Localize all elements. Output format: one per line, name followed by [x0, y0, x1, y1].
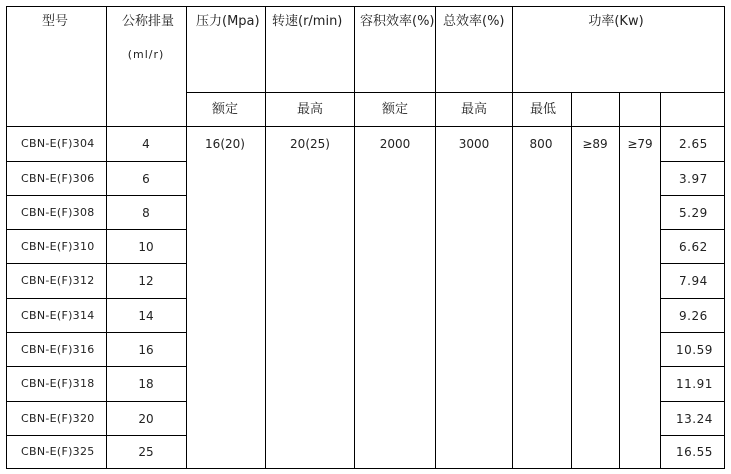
row-displacement: 8 — [142, 206, 150, 220]
subheader-total-efficiency: 最高 — [460, 102, 488, 117]
rule-row — [660, 435, 725, 436]
row-power: 3.97 — [679, 172, 708, 186]
header-speed: 转速(r/min) — [272, 14, 343, 29]
rule-row — [6, 366, 186, 367]
row-power: 5.29 — [679, 206, 708, 220]
value-col7: ≥89 — [582, 137, 608, 151]
row-model: CBN-E(F)306 — [21, 172, 95, 185]
rule-header-mid — [186, 92, 725, 93]
row-model: CBN-E(F)325 — [21, 445, 95, 458]
rule-row — [6, 435, 186, 436]
rule-col — [354, 6, 355, 469]
row-power: 10.59 — [676, 343, 713, 357]
row-displacement: 14 — [138, 309, 154, 323]
header-pressure: 压力(Mpa) — [196, 14, 260, 29]
subheader-power-min: 最低 — [530, 102, 557, 117]
row-power: 9.26 — [679, 309, 708, 323]
row-model: CBN-E(F)310 — [21, 240, 95, 253]
row-displacement: 20 — [138, 412, 154, 426]
rule-row — [660, 332, 725, 333]
row-model: CBN-E(F)318 — [21, 377, 95, 390]
row-displacement: 16 — [138, 343, 154, 357]
value-pressure: 16(20) — [205, 137, 245, 151]
row-power: 6.62 — [679, 240, 708, 254]
rule-col — [619, 92, 620, 469]
header-model: 型号 — [41, 14, 69, 29]
rule-col — [265, 6, 266, 469]
value-total-efficiency: 3000 — [458, 137, 490, 151]
rule-col — [106, 6, 107, 469]
row-model: CBN-E(F)312 — [21, 274, 95, 287]
rule-row — [6, 332, 186, 333]
header-power: 功率(Kw) — [588, 14, 644, 29]
row-model: CBN-E(F)308 — [21, 206, 95, 219]
row-displacement: 4 — [142, 137, 150, 151]
value-speed: 20(25) — [290, 137, 330, 151]
rule-row — [660, 298, 725, 299]
rule-row — [660, 229, 725, 230]
rule-row — [660, 161, 725, 162]
header-displacement: 公称排量 — [121, 14, 175, 29]
rule-col — [512, 6, 513, 469]
row-model: CBN-E(F)304 — [21, 137, 95, 150]
value-volumetric-efficiency: 2000 — [379, 137, 411, 151]
rule-row — [6, 263, 186, 264]
header-displacement-unit: (ml/r) — [127, 48, 165, 61]
header-volumetric-efficiency: 容积效率(%) — [360, 14, 435, 29]
row-power: 13.24 — [676, 412, 713, 426]
row-displacement: 12 — [138, 274, 154, 288]
rule-row — [660, 263, 725, 264]
rule-row — [6, 161, 186, 162]
rule-col — [186, 6, 187, 469]
row-power: 16.55 — [676, 445, 713, 459]
row-power: 11.91 — [676, 377, 713, 391]
rule-row — [660, 366, 725, 367]
rule-row — [660, 195, 725, 196]
rule-col — [571, 92, 572, 469]
subheader-volumetric-efficiency: 额定 — [381, 102, 409, 117]
row-power: 2.65 — [679, 137, 708, 151]
rule-row — [6, 229, 186, 230]
header-total-efficiency: 总效率(%) — [443, 14, 505, 29]
row-displacement: 10 — [138, 240, 154, 254]
rule-header-bottom — [6, 126, 725, 127]
rule-row — [6, 195, 186, 196]
row-power: 7.94 — [679, 274, 708, 288]
rule-row — [660, 401, 725, 402]
rule-col — [660, 92, 661, 469]
rule-top — [6, 6, 725, 7]
rule-col — [435, 6, 436, 469]
value-power-min: 800 — [529, 137, 553, 151]
rule-row — [6, 298, 186, 299]
pump-spec-table — [6, 6, 725, 469]
row-model: CBN-E(F)314 — [21, 309, 95, 322]
rule-right — [724, 6, 725, 469]
row-model: CBN-E(F)316 — [21, 343, 95, 356]
subheader-speed: 最高 — [296, 102, 324, 117]
row-displacement: 25 — [138, 445, 154, 459]
rule-left — [6, 6, 7, 469]
row-displacement: 6 — [142, 172, 150, 186]
value-col8: ≥79 — [627, 137, 653, 151]
row-model: CBN-E(F)320 — [21, 412, 95, 425]
rule-row — [6, 401, 186, 402]
row-displacement: 18 — [138, 377, 154, 391]
subheader-pressure: 额定 — [211, 102, 239, 117]
rule-bottom — [6, 468, 725, 469]
